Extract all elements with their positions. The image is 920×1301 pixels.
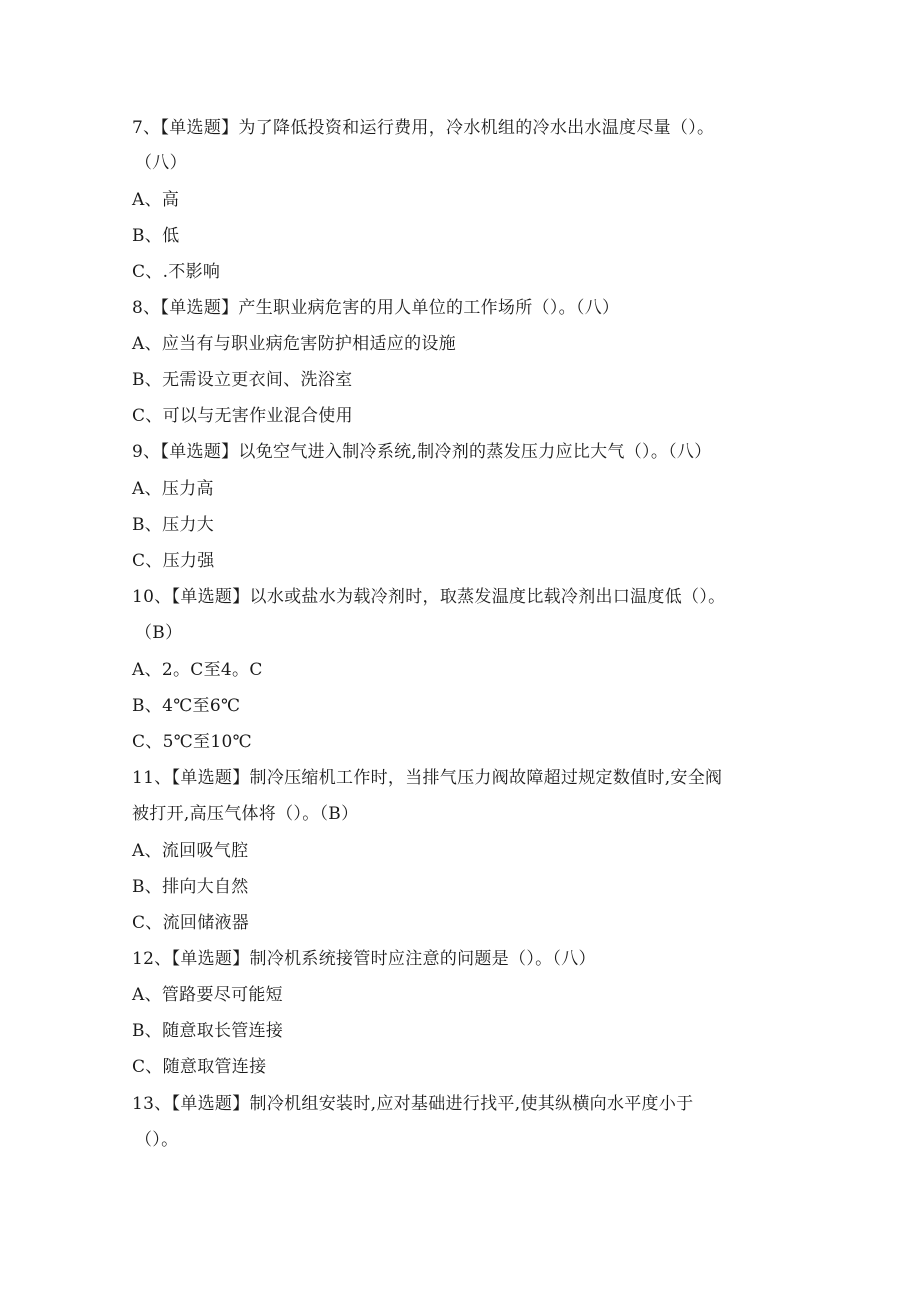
- question-9-option-b: B、压力大: [132, 515, 214, 535]
- question-11-stem-line1: 11、【单选题】制冷压缩机工作时，当排气压力阀故障超过规定数值时,安全阀: [132, 768, 723, 788]
- question-12-option-c: C、随意取管连接: [132, 1057, 267, 1077]
- question-10-stem-line2: （B）: [135, 623, 183, 643]
- question-12-option-b: B、随意取长管连接: [132, 1021, 284, 1041]
- question-9-option-a: A、压力高: [132, 479, 214, 499]
- question-11-option-b: B、排向大自然: [132, 877, 249, 897]
- question-11-option-a: A、流回吸气腔: [132, 841, 249, 861]
- question-8-option-a: A、应当有与职业病危害防护相适应的设施: [132, 334, 456, 354]
- question-13-stem-line1: 13、【单选题】制冷机组安装时,应对基础进行找平,使其纵横向水平度小于: [132, 1094, 694, 1114]
- question-8-option-c: C、可以与无害作业混合使用: [132, 406, 353, 426]
- question-10-option-a: A、2。C至4。C: [132, 660, 263, 680]
- question-11-stem-line2: 被打开,高压气体将（）。（B）: [132, 804, 359, 824]
- question-9-option-c: C、压力强: [132, 551, 215, 571]
- question-10-option-b: B、4℃至6℃: [132, 696, 241, 716]
- question-11-option-c: C、流回储液器: [132, 913, 250, 933]
- question-10-stem-line1: 10、【单选题】以水或盐水为载冷剂时，取蒸发温度比载冷剂出口温度低（）。: [132, 587, 726, 607]
- question-8-option-b: B、无需设立更衣间、洗浴室: [132, 370, 353, 390]
- question-9-stem-line1: 9、【单选题】以免空气进入制冷系统,制冷剂的蒸发压力应比大气（）。（八）: [132, 442, 712, 462]
- question-10-option-c: C、5℃至10℃: [132, 732, 252, 752]
- question-12-option-a: A、管路要尽可能短: [132, 985, 283, 1005]
- question-7-stem-line1: 7、【单选题】为了降低投资和运行费用，冷水机组的冷水出水温度尽量（）。: [132, 118, 715, 138]
- question-8-stem-line1: 8、【单选题】产生职业病危害的用人单位的工作场所（）。（八）: [132, 298, 620, 318]
- question-7-option-c: C、.不影响: [132, 262, 221, 282]
- question-12-stem-line1: 12、【单选题】制冷机系统接管时应注意的问题是（）。（八）: [132, 949, 596, 969]
- question-13-stem-line2: （）。: [135, 1130, 179, 1150]
- question-7-stem-line2: （八）: [135, 153, 187, 173]
- question-7-option-a: A、高: [132, 190, 180, 210]
- question-7-option-b: B、低: [132, 226, 180, 246]
